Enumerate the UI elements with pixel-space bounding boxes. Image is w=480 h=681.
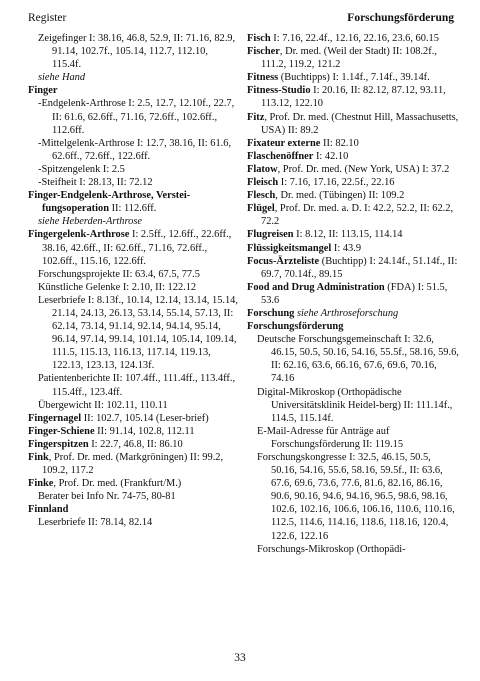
index-entry-references: Berater bei Info Nr. 74-75, 80-81 (38, 491, 176, 503)
index-entry-references: Patientenberichte II: 107.4ff., 111.4ff., 113.4ff., 115.4ff., 123.4ff. (38, 373, 236, 398)
running-header-right: Forschungsförderung (347, 12, 454, 24)
index-entry-references: I: 7.16, 17.16, 22.5f., 22.16 (278, 177, 395, 189)
index-entry (28, 490, 238, 503)
index-entry-references: Deutsche Forschungsgemeinschaft I: 32.6, 46.15, 50.5, 50.16, 54.16, 55.5f., 58.16, 59.6, II: 62.16, 63.6, 66.16, 67.6, 69.6, 70.16, 74.16 (257, 334, 459, 385)
index-entry (247, 425, 459, 451)
index-entry (28, 84, 238, 97)
index-entry-references: I: 20.16, II: 82.12, 87.12, 93.11, 113.12, 122.10 (261, 85, 446, 110)
index-entry-heading: Fink (28, 452, 49, 463)
index-entry-references: siehe Heberden-Arthrose (38, 216, 142, 228)
index-entry-heading: Fitness-Studio (247, 85, 311, 97)
index-entry (247, 281, 459, 307)
index-entry (247, 333, 459, 385)
index-entry (28, 281, 238, 294)
index-entry (28, 228, 238, 267)
index-entry-heading: Finger-Schiene (28, 425, 95, 437)
index-entry (28, 399, 238, 412)
index-entry (28, 412, 238, 425)
index-entry-references: II: 102.7, 105.14 (Leser-brief) (81, 412, 209, 424)
index-entry-references: , Prof. Dr. med. (Frankfurt/M.) (53, 478, 182, 490)
index-entry (28, 137, 238, 163)
index-entry (28, 372, 238, 398)
running-header-left: Register (28, 12, 67, 24)
index-entry-heading: Fleisch (247, 177, 279, 189)
index-entry (247, 543, 459, 556)
index-entry-references: E-Mail-Adresse für Anträge auf Forschungsförderung II: 119.15 (257, 425, 404, 450)
index-entry-references: I: 2.5ff., 12.6ff., 22.6ff., 38.16, 42.6ff., II: 62.6ff., 71.16, 72.6ff., 102.6ff., 115.16, 122.6ff. (42, 229, 232, 267)
index-entry-heading: Finger (28, 85, 58, 97)
index-entry (247, 202, 459, 228)
index-entry (247, 111, 459, 137)
index-entry (28, 438, 238, 451)
index-entry-references: Forschungsprojekte II: 63.4, 67.5, 77.5 (38, 268, 200, 280)
index-entry-references: , Dr. med. (Weil der Stadt) II: 108.2f., 111.2, 119.2, 121.2 (261, 46, 437, 71)
index-entry-references: Forschungs-Mikroskop (Orthopädi- (257, 543, 406, 555)
index-entry-references: Leserbriefe I: 8.13f., 10.14, 12.14, 13.14, 15.14, 21.14, 24.13, 26.13, 53.14, 55.14, 57.13, II: 62.14, 73.14, 91.14, 92.14, 94.14, 95.14, 96.14, 97.14, 99.14, 101.14, 105.14, 109.14, 111.5, 115.13, 116.13, 117.14, 119.13, 122.13, 123.13, 124.13f. (38, 294, 238, 372)
index-entry (247, 32, 459, 45)
index-entry-references: I: 22.7, 46.8, II: 86.10 (88, 438, 183, 450)
index-entry-references: , Prof. Dr. med. (New York, USA) I: 37.2 (277, 163, 450, 175)
index-entry-references: -Mittelgelenk-Arthrose I: 12.7, 38.16, II: 61.6, 62.6ff., 72.6ff., 122.6ff. (38, 137, 232, 162)
index-entry-references: Forschungskongresse I: 32.5, 46.15, 50.5, 50.16, 54.16, 55.6, 58.16, 59.5f., II: 63.6, 67.6, 69.6, 73.6, 77.6, 81.6, 82.16, 86.16, 90.6, 90.16, 94.6, 94.16, 96.5, 98.6, 98.16, 102.6, 102.16, 106.6, 106.16, 110.6, 110.16, 112.5, 114.6, 114.16, 118.6, 118.16, 120.4, 122.6, 122.16 (257, 452, 455, 542)
index-entry-heading: Finke (28, 478, 54, 490)
index-entry (247, 242, 459, 255)
index-entry-heading: Fischer (247, 46, 280, 58)
index-entry-heading: Flügel (247, 203, 275, 215)
index-entry-references: , Prof. Dr. med. (Chestnut Hill, Massachusetts, USA) II: 89.2 (261, 111, 459, 136)
index-entry (28, 294, 238, 373)
index-entry-heading: Flatow (247, 163, 278, 175)
index-column-left (28, 32, 238, 530)
index-entry (28, 516, 238, 529)
index-entry-references: , Prof. Dr. med. (Markgröningen) II: 99.2, 109.2, 117.2 (42, 452, 224, 477)
index-entry-references: I: 7.16, 22.4f., 12.16, 22.16, 23.6, 60.15 (270, 33, 439, 44)
index-entry (247, 228, 459, 241)
index-entry-references: I: 43.9 (331, 242, 362, 254)
index-entry (247, 255, 459, 281)
index-entry-heading: Fingerspitzen (28, 438, 89, 450)
index-entry (28, 163, 238, 176)
index-entry-references: -Steifheit I: 28.13, II: 72.12 (38, 177, 153, 189)
index-entry-heading: Fingergelenk-Arthrose (28, 229, 130, 241)
index-entry (247, 163, 459, 176)
index-entry-references: Übergewicht II: 102.11, 110.11 (38, 399, 168, 411)
index-entry-heading: Flesch (247, 190, 276, 202)
index-entry (28, 71, 238, 84)
index-entry (247, 71, 459, 84)
index-entry (28, 425, 238, 438)
index-entry (28, 176, 238, 189)
index-entry-heading: Flüssigkeitsmangel (247, 242, 332, 254)
index-entry-heading: Flugreisen (247, 229, 294, 241)
index-entry (28, 97, 238, 136)
index-entry-references: Zeigefinger I: 38.16, 46.8, 52.9, II: 71.16, 82.9, 91.14, 102.7f., 105.14, 112.7, 112.10, 115.4f. (38, 33, 236, 71)
index-entry-heading: Food and Drug Administration (247, 281, 385, 293)
index-entry-heading: Finger-Endgelenk-Arthrose, Verstei-fungsoperation (28, 190, 191, 215)
index-entry (247, 137, 459, 150)
index-entry (247, 176, 459, 189)
index-column-right (247, 32, 459, 556)
index-entry (247, 84, 459, 110)
index-entry-references: II: 82.10 (320, 137, 359, 149)
index-entry (247, 386, 459, 425)
index-entry-heading: Fingernagel (28, 412, 82, 424)
index-entry-references: , Dr. med. (Tübingen) II: 109.2 (275, 190, 405, 202)
index-entry-heading: Fitness (247, 72, 279, 84)
index-entry-references: siehe Arthroseforschung (294, 307, 399, 319)
index-entry-references: Leserbriefe II: 78.14, 82.14 (38, 517, 153, 529)
index-entry (247, 451, 459, 543)
index-entry (28, 503, 238, 516)
index-entry-references: Künstliche Gelenke I: 2.10, II: 122.12 (38, 281, 197, 293)
index-entry-references: siehe Hand (38, 72, 86, 84)
index-entry-heading: Fixateur externe (247, 137, 321, 149)
index-entry-heading: Forschung (247, 307, 295, 319)
index-entry-heading: Focus-Ärzteliste (247, 255, 320, 267)
index-entry (28, 451, 238, 477)
index-entry-references: Digital-Mikroskop (Orthopädische Universitätsklinik Heidel-berg) II: 111.14f., 114.5, 115.14f. (257, 386, 453, 424)
index-entry (247, 150, 459, 163)
index-entry-references: (Buchtipp) I: 24.14f., 51.14f., II: 69.7, 70.14f., 89.15 (261, 255, 458, 280)
index-entry-heading: Forschungsförderung (247, 321, 344, 333)
index-entry-references: -Spitzengelenk I: 2.5 (38, 163, 125, 175)
index-entry-references: II: 112.6ff. (108, 203, 157, 215)
index-entry-heading: Finnland (28, 504, 69, 516)
index-entry-references: I: 8.12, II: 113.15, 114.14 (293, 229, 403, 241)
page-number: 33 (234, 652, 246, 664)
index-entry (247, 307, 459, 320)
index-entry-references: I: 42.10 (313, 150, 349, 162)
index-entry-heading: Fisch (247, 33, 271, 44)
index-entry (28, 189, 238, 215)
index-entry (28, 477, 238, 490)
index-entry-references: , Prof. Dr. med. a. D. I: 42.2, 52.2, II: 62.2, 72.2 (261, 203, 454, 228)
index-entry (247, 189, 459, 202)
index-entry-references: (FDA) I: 51.5, 53.6 (261, 281, 448, 306)
index-entry (28, 215, 238, 228)
index-entry (28, 268, 238, 281)
index-entry-heading: Fitz (247, 111, 265, 123)
index-entry-references: (Buchtipps) I: 1.14f., 7.14f., 39.14f. (278, 72, 430, 84)
index-entry-heading: Flaschenöffner (247, 150, 314, 162)
index-entry (28, 32, 238, 71)
index-entry-references: -Endgelenk-Arthrose I: 2.5, 12.7, 12.10f., 22.7, II: 61.6, 62.6ff., 71.16, 72.6ff., 102.6ff., 112.6ff. (38, 98, 235, 136)
index-entry-references: II: 91.14, 102.8, 112.11 (94, 425, 195, 437)
index-entry (247, 320, 459, 333)
index-entry (247, 45, 459, 71)
